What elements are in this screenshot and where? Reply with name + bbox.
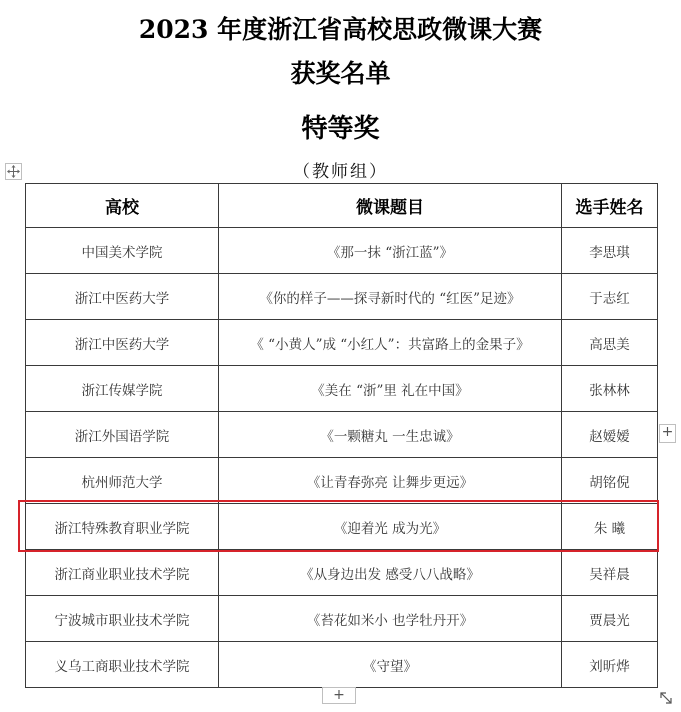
cell-name[interactable]: 李思琪 bbox=[562, 228, 658, 274]
cell-title[interactable]: 《守望》 bbox=[219, 642, 562, 688]
cell-name[interactable]: 赵嫒嫒 bbox=[562, 412, 658, 458]
cell-school[interactable]: 浙江中医药大学 bbox=[26, 274, 219, 320]
cell-school[interactable]: 浙江传媒学院 bbox=[26, 366, 219, 412]
cell-title[interactable]: 《苔花如米小 也学牡丹开》 bbox=[219, 596, 562, 642]
move-icon bbox=[6, 164, 21, 179]
header-title: 微课题目 bbox=[219, 184, 562, 228]
awards-table bbox=[25, 183, 658, 688]
cell-title[interactable]: 《让青春弥亮 让舞步更远》 bbox=[219, 458, 562, 504]
cell-school[interactable]: 义乌工商职业技术学院 bbox=[26, 642, 219, 688]
cell-name[interactable]: 张林林 bbox=[562, 366, 658, 412]
cell-school[interactable]: 浙江外国语学院 bbox=[26, 412, 219, 458]
table-row-highlighted bbox=[26, 504, 658, 550]
cell-name[interactable]: 于志红 bbox=[562, 274, 658, 320]
table-resize-handle[interactable] bbox=[658, 690, 674, 706]
cell-school[interactable]: 浙江中医药大学 bbox=[26, 320, 219, 366]
table-row bbox=[26, 366, 658, 412]
cell-title[interactable]: 《你的样子——探寻新时代的 “红医”足迹》 bbox=[219, 274, 562, 320]
group-label: （教师组） bbox=[293, 162, 388, 182]
add-column-button[interactable]: + bbox=[659, 424, 676, 443]
cell-school[interactable]: 浙江特殊教育职业学院 bbox=[26, 504, 219, 550]
table-row bbox=[26, 274, 658, 320]
table-row bbox=[26, 550, 658, 596]
cell-title[interactable]: 《 “小黄人”成 “小红人”：共富路上的金果子》 bbox=[219, 320, 562, 366]
table-row bbox=[26, 228, 658, 274]
cell-school[interactable]: 宁波城市职业技术学院 bbox=[26, 596, 219, 642]
resize-icon bbox=[658, 690, 674, 706]
award-level-heading: 特等奖 bbox=[301, 114, 380, 144]
document-title: 2023 年度浙江省高校思政微课大赛 bbox=[138, 15, 543, 44]
table-header-row bbox=[26, 184, 658, 228]
cell-name[interactable]: 高思美 bbox=[562, 320, 658, 366]
table-row bbox=[26, 412, 658, 458]
header-name: 选手姓名 bbox=[562, 184, 658, 228]
table-row bbox=[26, 642, 658, 688]
table-move-handle[interactable] bbox=[5, 163, 22, 180]
cell-title[interactable]: 《一颗糖丸 一生忠诚》 bbox=[219, 412, 562, 458]
add-row-button[interactable]: + bbox=[322, 687, 356, 704]
cell-name[interactable]: 朱 曦 bbox=[562, 504, 658, 550]
cell-name[interactable]: 胡铭倪 bbox=[562, 458, 658, 504]
cell-school[interactable]: 中国美术学院 bbox=[26, 228, 219, 274]
cell-name[interactable]: 吴祥晨 bbox=[562, 550, 658, 596]
table-row bbox=[26, 320, 658, 366]
cell-name[interactable]: 贾晨光 bbox=[562, 596, 658, 642]
cell-title[interactable]: 《美在 “浙”里 礼在中国》 bbox=[219, 366, 562, 412]
document-subtitle: 获奖名单 bbox=[290, 59, 391, 88]
cell-title[interactable]: 《迎着光 成为光》 bbox=[219, 504, 562, 550]
cell-title[interactable]: 《从身边出发 感受八八战略》 bbox=[219, 550, 562, 596]
cell-name[interactable]: 刘昕烨 bbox=[562, 642, 658, 688]
cell-school[interactable]: 浙江商业职业技术学院 bbox=[26, 550, 219, 596]
cell-title[interactable]: 《那一抹 “浙江蓝”》 bbox=[219, 228, 562, 274]
table-row bbox=[26, 596, 658, 642]
header-school: 高校 bbox=[26, 184, 219, 228]
table-row bbox=[26, 458, 658, 504]
cell-school[interactable]: 杭州师范大学 bbox=[26, 458, 219, 504]
